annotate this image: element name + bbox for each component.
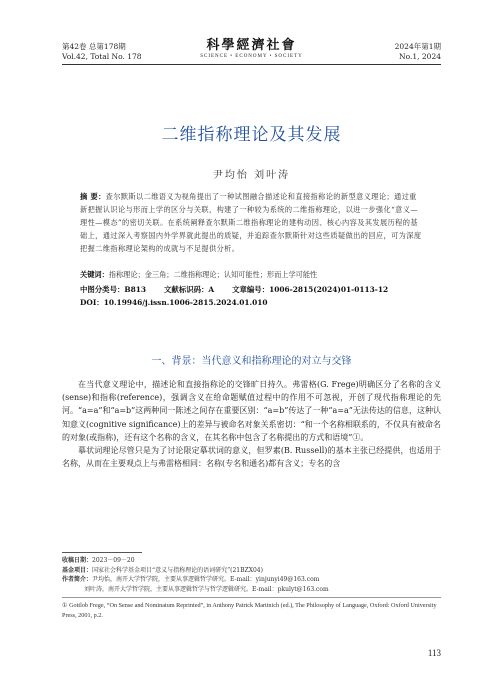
header-issue-cn: 2024年第1期 [394,42,441,51]
article-number: 文章编号：1006-2815(2024)01-0113-12 [232,285,389,294]
clc-number: 中图分类号：B813 [80,285,147,294]
body-text [62,378,441,470]
article-authors: 尹均怡 刘叶涛 [212,170,291,181]
footnote-1: ① Gottlob Frege, “On Sense and Nominatum Reprinted”, in Anthony Patrick Martinich (ed.), The Philosophy of Language, Oxford: Oxford University Press, 2001, p.2. [62,602,437,619]
paragraph: 摹状词理论尽管只是为了讨论限定摹状词的意义，但罗素(B. Russell)的基本主张已经提供，也适用于名称，从而在主要观点上与弗雷格相同：名称(专名和通名)都有含义；专名的含 [62,446,441,469]
author-info-2: 刘叶涛，南开大学哲学院，主要从事逻辑哲学与哲学逻辑研究。E-mail：pkulyt@163.com [84,585,329,593]
journal-subtitle: SCIENCE • ECONOMY • SOCIETY [200,54,303,59]
paragraph: 在当代意义理论中，描述论和直接指称论的交锋旷日持久。弗雷格(G. Frege)明确区分了名称的含义(sense)和指称(reference)，强调含义在给命题赋值过程中的作用不可忽视，开创了现代指称理论的先河。“a=a”和“a=b”这两种同一陈述之间存在重要区别：“a=b”传达了一种“a=a”无法传达的信息，这种认知意义(cognitive significance)上的差异与被命名对象关系密切：“和一个名称相联系的，不仅具有被命名的对象(或指称)，还有这个名称的含义，在其名称中包含了名称提出的方式和语境”①。 [62,380,441,442]
footnote-rule-2 [62,597,441,598]
header-issue-en: No.1, 2024 [399,52,441,61]
doi: DOI：10.19946/j.issn.1006-2815.2024.01.010 [80,298,268,307]
article-title: 二维指称理论及其发展 [161,125,342,145]
classification-line [80,283,423,296]
abstract-text: 查尔默斯以二维语义为视角提出了一种试图融合描述论和直接指称论的新型意义理论；通过重新把握认识论与形而上学的区分与关联，构建了一种较为系统的二维指称理论，以进一步强化“意义—理性—模态”的密切关联。在系统阐释查尔默斯二维指称理论的建构动因、核心内容及其发展历程的基础上，通过深入考察国内外学界就此提出的质疑，并追踪查尔默斯针对这些质疑做出的回应，可为深度把握二维指称理论架构的成就与不足提供分析。 [80,192,422,253]
journal-logo: 科學經濟社會 [206,38,297,53]
header-volume-en: Vol.42, Total No. 178 [62,52,142,61]
section-heading: 一、背景：当代意义和指称理论的对立与交锋 [151,356,352,367]
page-number: 113 [427,648,441,658]
keywords [80,268,423,281]
header-volume-cn: 第42卷 总第178期 [62,42,126,51]
fund-info: 基金项目：国家社会科学基金项目“意义与指称理论的语词研究”(21BZX04) [62,566,263,574]
doc-code: 文献标识码：A [164,285,215,294]
author-info: 作者简介：尹均怡，南开大学哲学院，主要从事逻辑哲学研究。E-mail：yinjunyi49@163.com [62,576,320,583]
keywords-label: 关键词： [80,270,109,279]
article-info-notes [62,556,441,594]
abstract-label: 摘 要： [80,192,106,201]
received-date: 收稿日期：2023－09－20 [62,557,135,564]
header-issue [395,42,441,62]
footnote-rule [62,552,142,553]
abstract [80,190,423,255]
keywords-text: 指称理论；金三角；二维指称理论；认知可能性；形而上学可能性 [108,270,318,279]
header-rule [62,64,441,65]
